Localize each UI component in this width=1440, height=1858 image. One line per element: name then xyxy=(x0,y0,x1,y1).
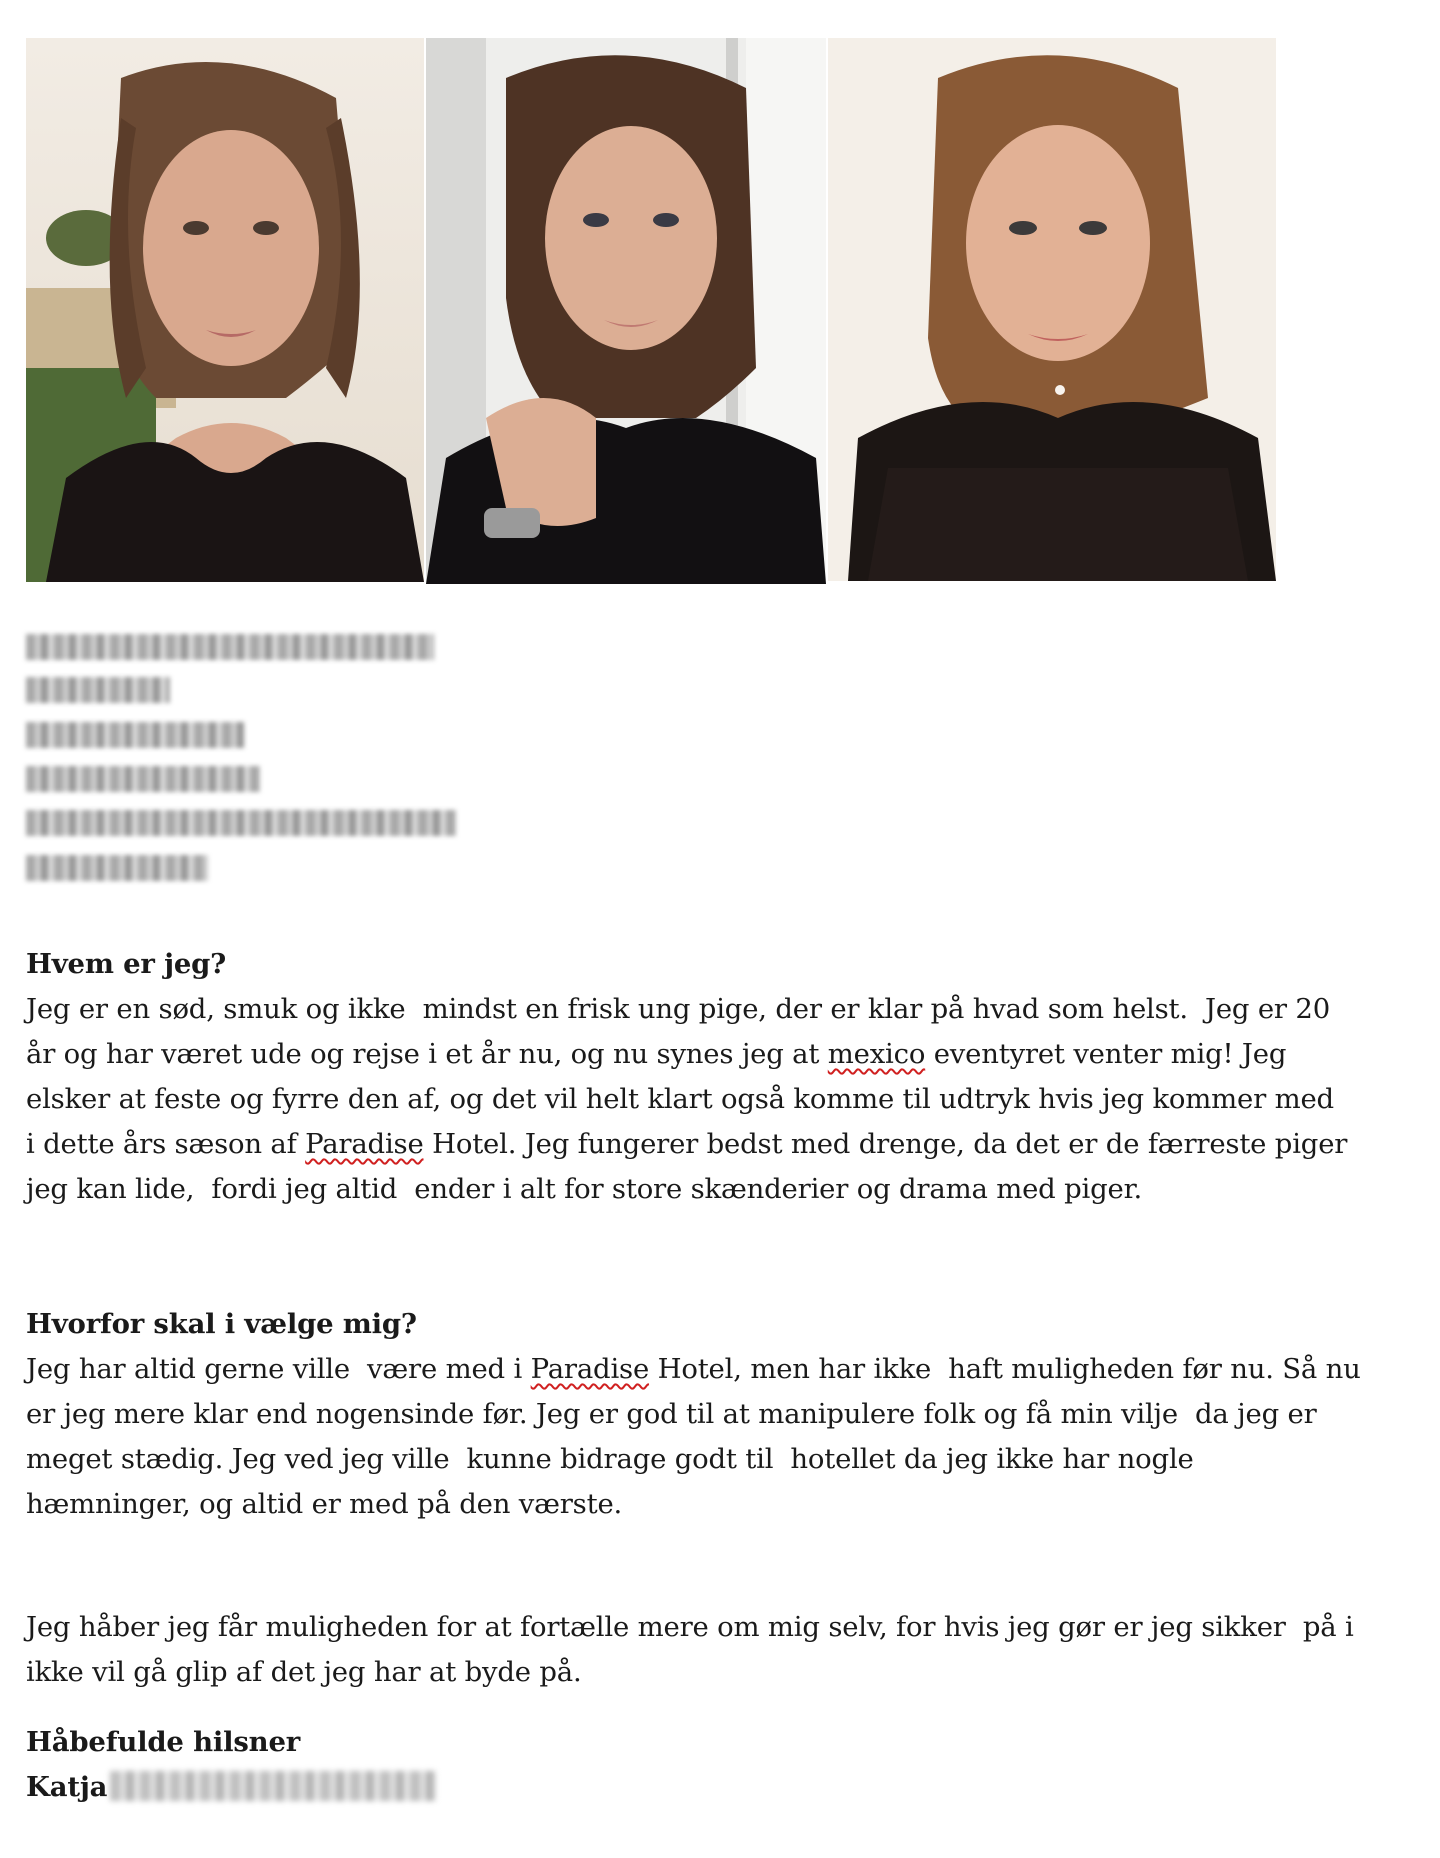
section-body-why xyxy=(26,1347,1406,1527)
signature-name: Katja xyxy=(26,1771,108,1803)
text-line: Jeg har altid gerne ville være med i Paradise Hotel, men har ikke haft muligheden før nu. Så nu xyxy=(26,1353,1361,1385)
portrait-photo-1 xyxy=(26,38,424,582)
text-line: meget stædig. Jeg ved jeg ville kunne bidrage godt til hotellet da jeg ikke har nogle xyxy=(26,1443,1194,1475)
text-line: jeg kan lide, fordi jeg altid ender i alt for store skænderier og drama med piger. xyxy=(26,1173,1143,1205)
redacted-contact-line xyxy=(26,722,244,748)
text-line: Jeg er en sød, smuk og ikke mindst en frisk ung pige, der er klar på hvad som helst. Jeg er 20 xyxy=(26,993,1331,1025)
redacted-contact-line xyxy=(26,855,208,881)
portrait-photo-2 xyxy=(426,38,826,584)
redacted-contact-line xyxy=(26,766,260,792)
text-line: elsker at feste og fyrre den af, og det vil helt klart også komme til udtryk hvis jeg kommer med xyxy=(26,1083,1334,1115)
spellcheck-flagged-word: mexico xyxy=(827,1038,926,1070)
portrait-photo-outdoor-icon xyxy=(26,38,424,582)
redacted-contact-line xyxy=(26,810,456,836)
text-line: hæmninger, og altid er med på den værste. xyxy=(26,1488,623,1520)
section-heading-why: Hvorfor skal i vælge mig? xyxy=(26,1308,417,1340)
text-line: ikke vil gå glip af det jeg har at byde på. xyxy=(26,1656,582,1688)
redacted-contact-line xyxy=(26,634,434,660)
spellcheck-flagged-word: Paradise xyxy=(530,1353,650,1385)
text-line: år og har været ude og rejse i et år nu, og nu synes jeg at mexico eventyret venter mig! Jeg xyxy=(26,1038,1287,1070)
portrait-photo-indoor-icon xyxy=(828,38,1276,581)
section-body-who xyxy=(26,987,1406,1212)
redacted-surname xyxy=(110,1771,436,1801)
spellcheck-flagged-word: Paradise xyxy=(305,1128,424,1160)
section-heading-who: Hvem er jeg? xyxy=(26,948,227,980)
text-line: Jeg håber jeg får muligheden for at fortælle mere om mig selv, for hvis jeg gør er jeg sikker på i xyxy=(26,1611,1354,1643)
portrait-photo-3 xyxy=(828,38,1276,581)
redacted-contact-line xyxy=(26,677,170,703)
text-line: er jeg mere klar end nogensinde før. Jeg er god til at manipulere folk og få min vilje da jeg er xyxy=(26,1398,1317,1430)
signoff: Håbefulde hilsner xyxy=(26,1726,301,1758)
portrait-photo-window-icon xyxy=(426,38,826,584)
closing-paragraph xyxy=(26,1605,1406,1695)
text-line: i dette års sæson af Paradise Hotel. Jeg fungerer bedst med drenge, da det er de færreste piger xyxy=(26,1128,1348,1160)
